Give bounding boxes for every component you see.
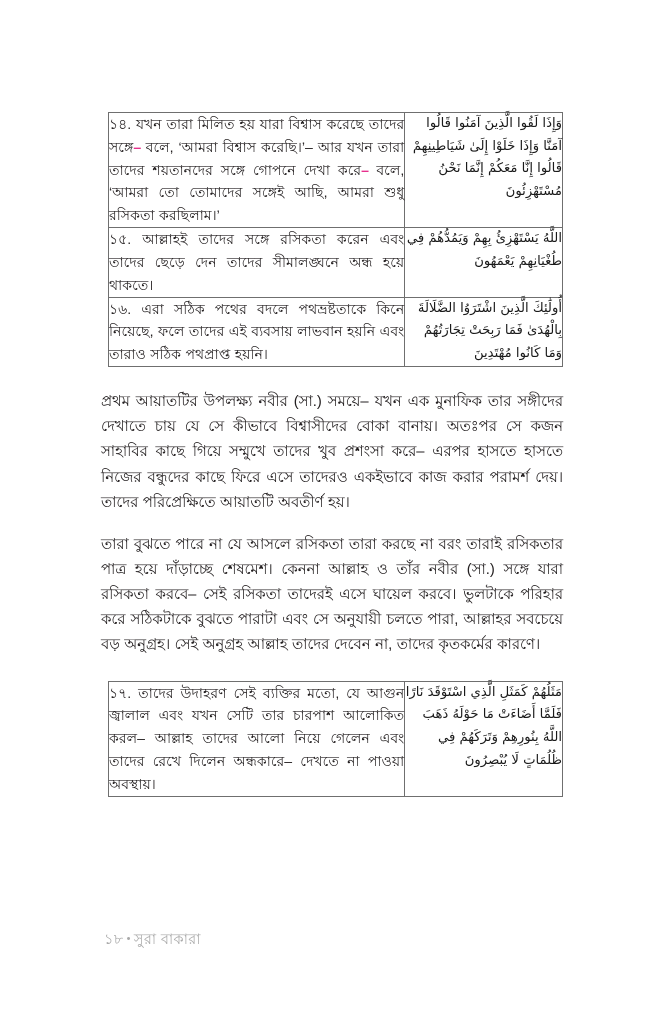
- table-row: [109, 228, 563, 297]
- footer-page-number: ১৮: [104, 932, 124, 948]
- verse-table-top: [108, 112, 563, 367]
- verse-bengali-body: তাদের উদাহরণ সেই ব্যক্তির মতো, যে আগুন জ্বালাল এবং যখন সেটি তার চারপাশ আলোকিত করল– আল্লাহ তাদের আলো নিয়ে গেলেন এবং তাদের রেখে দিলেন অন্ধকারে– দেখতে না পাওয়া অবস্থায়।: [109, 684, 405, 792]
- verse-bengali-cell: [109, 297, 405, 366]
- verse-number: ১৭.: [109, 684, 132, 701]
- spacer: [101, 659, 563, 681]
- verse-bengali-text: [109, 682, 404, 796]
- table-row: [109, 297, 563, 366]
- spacer: [101, 516, 563, 533]
- verse-bengali-part-1: যখন তারা মিলিত হয় যারা বিশ্বাস করেছে তাদের সঙ্গে: [109, 116, 405, 155]
- verse-arabic-text: مَثَلُهُمْ كَمَثَلِ الَّذِي اسْتَوْقَدَ نَارًا فَلَمَّا أَضَاءَتْ مَا حَوْلَهُ ذَهَبَ اللَّهُ بِنُورِهِمْ وَتَرَكَهُمْ فِي ظُلُمَاتٍ لَا يُبْصِرُونَ: [405, 684, 562, 768]
- verse-number: ১৫.: [109, 231, 132, 248]
- bullet-icon: •: [126, 933, 131, 945]
- spacer: [101, 367, 563, 390]
- verse-bengali-cell: [109, 228, 405, 297]
- verse-bengali-text: [109, 113, 404, 227]
- verse-bengali-part-2: বলে, ‘আমরা বিশ্বাস করেছি।’– আর যখন তারা তাদের শয়তানদের সঙ্গে গোপনে দেখা করে: [109, 138, 405, 178]
- commentary-paragraph-2: তারা বুঝতে পারে না যে আসলে রসিকতা তারা করছে না বরং তারাই রসিকতার পাত্র হয়ে দাঁড়াচ্ছে শেষমেশ। কেননা আল্লাহ ও তাঁর নবীর (সা.) সঙ্গে যারা রসিকতা করবে– সেই রসিকতা তাদেরই এসে ঘায়েল করবে। ভুলটাকে পরিহার করে সঠিকটাকে বুঝতে পারাটা এবং সে অনুযায়ী চলতে পারা, আল্লাহর সবচেয়ে বড় অনুগ্রহ। সেই অনুগ্রহ আল্লাহ তাদের দেবেন না, তাদের কৃতকর্মের কারণে।: [101, 536, 563, 654]
- verse-bengali-body: এরা সঠিক পথের বদলে পথভ্রষ্টতাকে কিনে নিয়েছে, ফলে তাদের এই ব্যবসায় লাভবান হয়নি এবং তারাও সঠিক পথপ্রাপ্ত হয়নি।: [109, 300, 405, 363]
- verse-bengali-body: আল্লাহই তাদের সঙ্গে রসিকতা করেন এবং তাদের ছেড়ে দেন তাদের সীমালঙ্ঘনে অন্ধ হয়ে থাকতে।: [109, 231, 405, 293]
- commentary-paragraph-1: প্রথম আয়াতটির উপলক্ষ্য নবীর (সা.) সময়ে– যখন এক মুনাফিক তার সঙ্গীদের দেখাতে চায় যে সে কীভাবে বিশ্বাসীদের বোকা বানায়। অতঃপর সে কজন সাহাবির কাছে গিয়ে সম্মুখে তাদের খুব প্রশংসা করে– এরপর হাসতে হাসতে নিজের বন্ধুদের কাছে ফিরে এসে তাদেরও একইভাবে কাজ করার পরামর্শ দেয়। তাদের পরিপ্রেক্ষিতে আয়াতটি অবতীর্ণ হয়।: [101, 394, 563, 511]
- verse-number: ১৪.: [109, 116, 132, 132]
- accent-dash-icon: –: [133, 138, 141, 155]
- verse-number: ১৬.: [109, 300, 132, 317]
- page-footer: [104, 929, 201, 953]
- verse-table-bottom: [108, 681, 563, 797]
- page-content: [101, 112, 563, 797]
- verse-arabic-cell: [405, 228, 563, 297]
- accent-dash-icon: –: [361, 161, 369, 178]
- verse-bengali-cell: [109, 113, 405, 228]
- verse-arabic-cell: [405, 113, 563, 228]
- verse-bengali-cell: [109, 681, 405, 796]
- table-row: [109, 113, 563, 228]
- verse-arabic-text: اللَّهُ يَسْتَهْزِئُ بِهِمْ وَيَمُدُّهُمْ فِي طُغْيَانِهِمْ يَعْمَهُونَ: [406, 231, 562, 269]
- verse-bengali-text: [109, 228, 404, 296]
- verse-bengali-part-3: বলে, ‘আমরা তো তোমাদের সঙ্গেই আছি, আমরা শুধু রসিকতা করছিলাম।’: [109, 161, 405, 224]
- verse-arabic-cell: [405, 681, 563, 796]
- verse-arabic-cell: [405, 297, 563, 366]
- footer-chapter-name: সুরা বাকারা: [133, 932, 201, 948]
- verse-arabic-text: أُولَٰئِكَ الَّذِينَ اشْتَرَوُا الضَّلَالَةَ بِالْهُدَىٰ فَمَا رَبِحَتْ تِجَارَتُهُمْ وَمَا كَانُوا مُهْتَدِينَ: [417, 300, 562, 362]
- table-row: [109, 681, 563, 796]
- verse-bengali-text: [109, 298, 404, 366]
- verse-arabic-text: وَإِذَا لَقُوا الَّذِينَ آمَنُوا قَالُوا آمَنَّا وَإِذَا خَلَوْا إِلَىٰ شَيَاطِينِهِمْ قَالُوا إِنَّا مَعَكُمْ إِنَّمَا نَحْنُ مُسْتَهْزِئُونَ: [412, 116, 562, 200]
